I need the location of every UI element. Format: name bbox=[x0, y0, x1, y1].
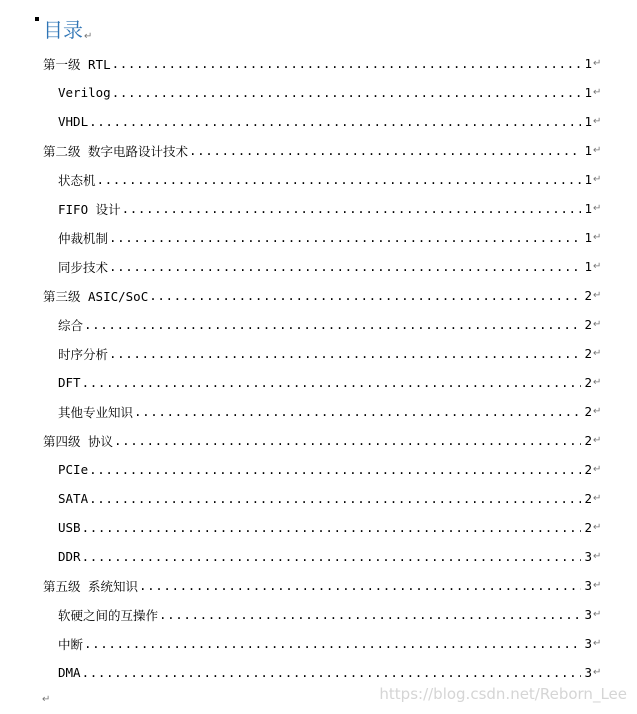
paragraph-mark-icon: ↵ bbox=[593, 116, 602, 127]
toc-page-number: 1 bbox=[584, 201, 592, 216]
toc-page-number: 1 bbox=[584, 143, 592, 158]
toc-entry-label: SATA bbox=[58, 491, 89, 506]
paragraph-mark-icon: ↵ bbox=[593, 464, 602, 475]
toc-entry-label: 第三级 ASIC/SoC bbox=[43, 288, 149, 304]
toc-page-number: 3 bbox=[584, 549, 592, 564]
paragraph-mark-icon: ↵ bbox=[593, 406, 602, 417]
toc-entry-level-2[interactable] bbox=[0, 339, 637, 368]
paragraph-mark-icon: ↵ bbox=[593, 58, 602, 69]
toc-entry-level-2[interactable] bbox=[0, 165, 637, 194]
toc-entry-label: FIFO 设计 bbox=[58, 201, 121, 217]
toc-dot-leader bbox=[114, 433, 581, 448]
toc-page-number: 2 bbox=[584, 346, 592, 361]
toc-dot-leader bbox=[112, 85, 581, 100]
toc-entry-label: 软硬之间的互操作 bbox=[58, 607, 159, 623]
toc-page-number: 2 bbox=[584, 404, 592, 419]
paragraph-mark-icon: ↵ bbox=[593, 493, 602, 504]
paragraph-mark-icon: ↵ bbox=[593, 609, 602, 620]
toc-entry-label: 时序分析 bbox=[58, 346, 109, 362]
toc-entry-level-2[interactable] bbox=[0, 194, 637, 223]
toc-page-number: 2 bbox=[584, 317, 592, 332]
table-of-contents bbox=[0, 49, 637, 687]
toc-entry-level-2[interactable] bbox=[0, 310, 637, 339]
toc-dot-leader bbox=[112, 56, 581, 71]
toc-page-number: 3 bbox=[584, 578, 592, 593]
paragraph-mark-icon: ↵ bbox=[593, 667, 602, 678]
toc-page-number: 1 bbox=[584, 172, 592, 187]
toc-dot-leader bbox=[82, 520, 581, 535]
toc-entry-level-2[interactable] bbox=[0, 368, 637, 397]
toc-dot-leader bbox=[84, 636, 581, 651]
toc-dot-leader bbox=[109, 259, 581, 274]
toc-entry-label: 中断 bbox=[58, 636, 84, 652]
toc-page-number: 2 bbox=[584, 433, 592, 448]
toc-entry-level-2[interactable] bbox=[0, 223, 637, 252]
toc-entry-label: DMA bbox=[58, 665, 81, 680]
toc-heading bbox=[43, 16, 92, 51]
toc-dot-leader bbox=[84, 317, 581, 332]
paragraph-mark-icon: ↵ bbox=[593, 290, 602, 301]
toc-entry-label: VHDL bbox=[58, 114, 89, 129]
toc-entry-level-2[interactable] bbox=[0, 600, 637, 629]
toc-page-number: 3 bbox=[584, 607, 592, 622]
toc-entry-level-2[interactable] bbox=[0, 78, 637, 107]
paragraph-mark-icon: ↵ bbox=[593, 319, 602, 330]
toc-entry-level-1[interactable] bbox=[0, 571, 637, 600]
toc-page-number: 2 bbox=[584, 288, 592, 303]
toc-dot-leader bbox=[97, 172, 581, 187]
paragraph-mark-icon: ↵ bbox=[593, 522, 602, 533]
toc-dot-leader bbox=[89, 491, 581, 506]
toc-entry-label: 第一级 RTL bbox=[43, 56, 111, 72]
toc-entry-level-1[interactable] bbox=[0, 49, 637, 78]
toc-entry-label: 其他专业知识 bbox=[58, 404, 134, 420]
toc-entry-label: Verilog bbox=[58, 85, 111, 100]
toc-entry-level-1[interactable] bbox=[0, 281, 637, 310]
toc-entry-level-2[interactable] bbox=[0, 455, 637, 484]
toc-page-number: 1 bbox=[584, 56, 592, 71]
toc-page-number: 1 bbox=[584, 114, 592, 129]
toc-dot-leader bbox=[109, 346, 581, 361]
toc-entry-level-1[interactable] bbox=[0, 136, 637, 165]
paragraph-mark-icon: ↵ bbox=[42, 694, 51, 705]
toc-page-number: 1 bbox=[584, 230, 592, 245]
toc-dot-leader bbox=[149, 288, 581, 303]
toc-entry-label: PCIe bbox=[58, 462, 89, 477]
paragraph-mark-icon: ↵ bbox=[593, 203, 602, 214]
paragraph-mark-icon: ↵ bbox=[593, 638, 602, 649]
paragraph-mark-icon: ↵ bbox=[593, 435, 602, 446]
toc-dot-leader bbox=[122, 201, 581, 216]
toc-dot-leader bbox=[109, 230, 581, 245]
toc-entry-level-2[interactable] bbox=[0, 629, 637, 658]
toc-page-number: 2 bbox=[584, 491, 592, 506]
toc-page-number: 2 bbox=[584, 520, 592, 535]
toc-entry-level-1[interactable] bbox=[0, 426, 637, 455]
toc-entry-level-2[interactable] bbox=[0, 397, 637, 426]
toc-page-number: 3 bbox=[584, 636, 592, 651]
watermark: https://blog.csdn.net/Reborn_Lee bbox=[379, 685, 627, 703]
paragraph-mark-icon: ↵ bbox=[593, 551, 602, 562]
toc-heading-text: 目录 bbox=[43, 18, 83, 42]
paragraph-mark-icon: ↵ bbox=[593, 145, 602, 156]
toc-entry-label: DFT bbox=[58, 375, 81, 390]
toc-dot-leader bbox=[139, 578, 581, 593]
toc-entry-level-2[interactable] bbox=[0, 484, 637, 513]
toc-page-number: 1 bbox=[584, 259, 592, 274]
paragraph-mark-icon: ↵ bbox=[593, 87, 602, 98]
toc-entry-label: 第五级 系统知识 bbox=[43, 578, 139, 594]
toc-entry-label: 第二级 数字电路设计技术 bbox=[43, 143, 189, 159]
toc-entry-level-2[interactable] bbox=[0, 542, 637, 571]
toc-page-number: 3 bbox=[584, 665, 592, 680]
toc-entry-level-2[interactable] bbox=[0, 658, 637, 687]
toc-dot-leader bbox=[134, 404, 581, 419]
paragraph-mark-icon: ↵ bbox=[593, 580, 602, 591]
toc-entry-label: 同步技术 bbox=[58, 259, 109, 275]
paragraph-mark-icon: ↵ bbox=[593, 261, 602, 272]
toc-dot-leader bbox=[89, 114, 581, 129]
toc-page-number: 1 bbox=[584, 85, 592, 100]
toc-entry-level-2[interactable] bbox=[0, 513, 637, 542]
toc-dot-leader bbox=[89, 462, 581, 477]
toc-dot-leader bbox=[82, 375, 581, 390]
toc-entry-level-2[interactable] bbox=[0, 252, 637, 281]
toc-entry-label: 状态机 bbox=[58, 172, 96, 188]
paragraph-mark-icon: ↵ bbox=[84, 31, 93, 42]
toc-entry-label: DDR bbox=[58, 549, 81, 564]
toc-dot-leader bbox=[82, 549, 581, 564]
paragraph-anchor-icon bbox=[35, 17, 39, 21]
toc-entry-level-2[interactable] bbox=[0, 107, 637, 136]
toc-dot-leader bbox=[82, 665, 581, 680]
paragraph-mark-icon: ↵ bbox=[593, 232, 602, 243]
toc-dot-leader bbox=[189, 143, 581, 158]
toc-entry-label: USB bbox=[58, 520, 81, 535]
toc-entry-label: 第四级 协议 bbox=[43, 433, 114, 449]
toc-entry-label: 仲裁机制 bbox=[58, 230, 109, 246]
toc-page-number: 2 bbox=[584, 375, 592, 390]
toc-page-number: 2 bbox=[584, 462, 592, 477]
paragraph-mark-icon: ↵ bbox=[593, 174, 602, 185]
paragraph-mark-icon: ↵ bbox=[593, 377, 602, 388]
toc-dot-leader bbox=[159, 607, 581, 622]
paragraph-mark-icon: ↵ bbox=[593, 348, 602, 359]
toc-entry-label: 综合 bbox=[58, 317, 84, 333]
